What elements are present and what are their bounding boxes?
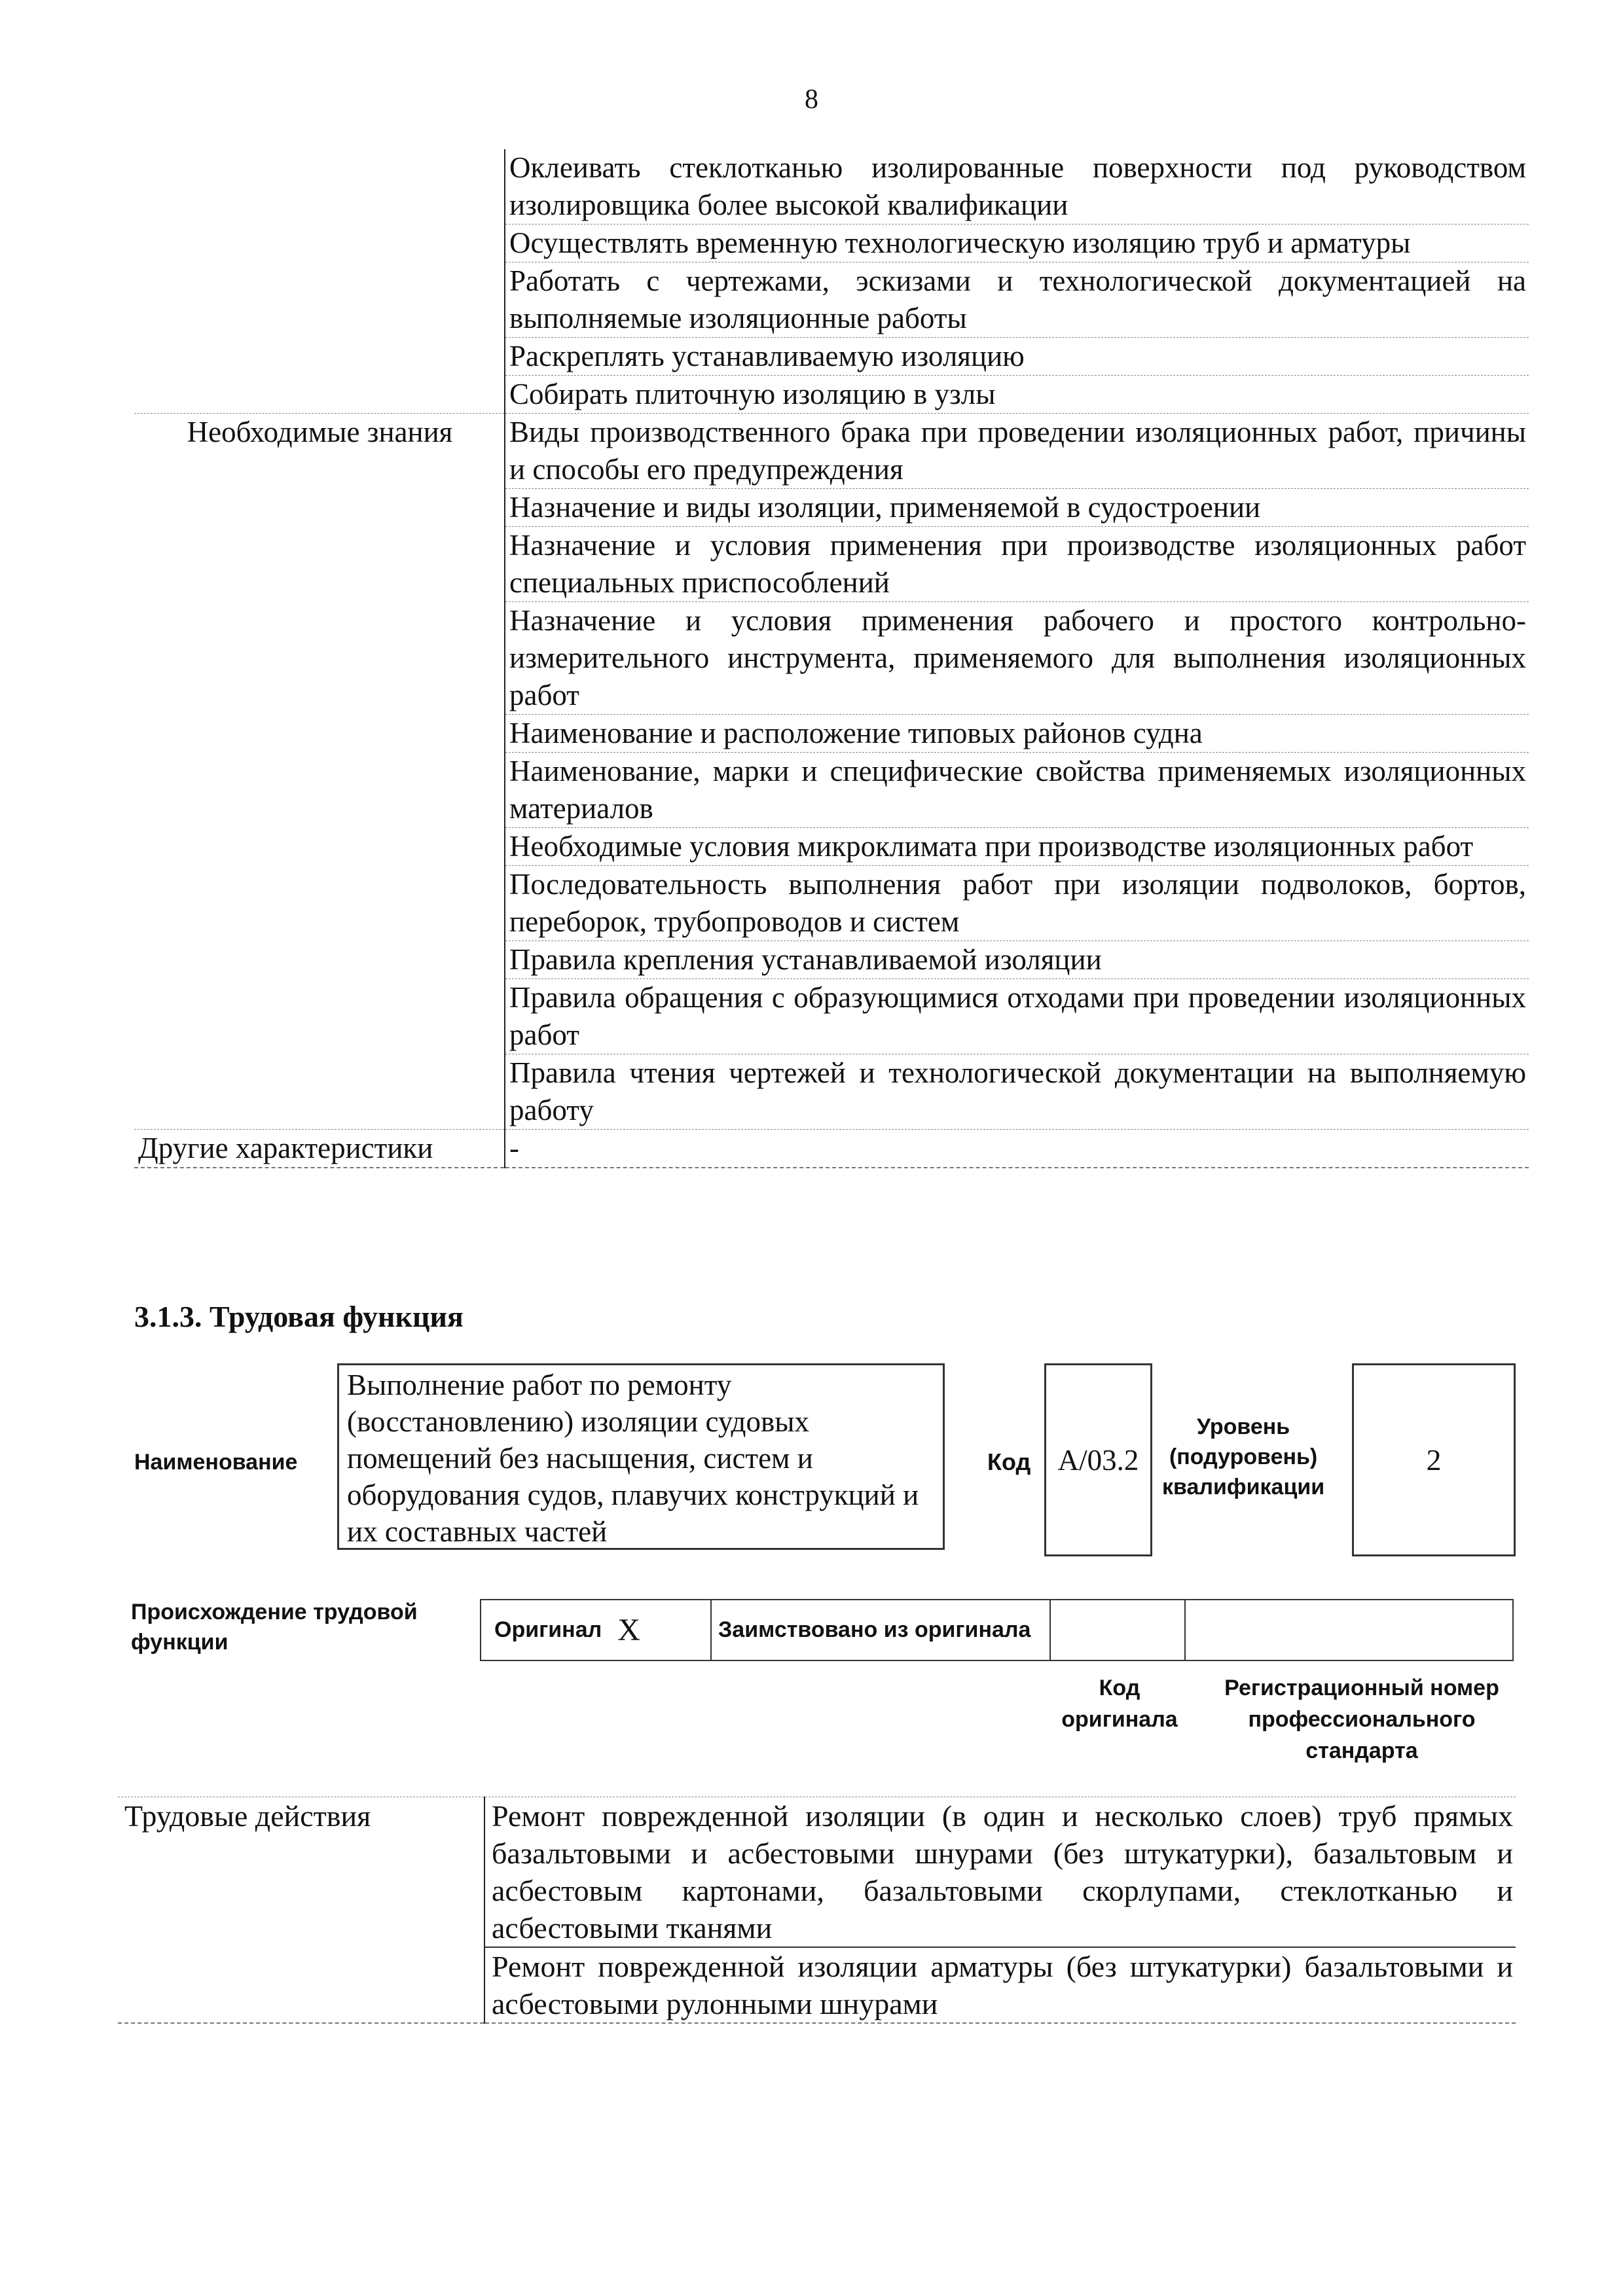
table-row	[134, 866, 1529, 941]
labour-action-item: Ремонт поврежденной изоляции арматуры (без штукатурки) базальтовыми и асбестовыми рулонными шнурами	[484, 1947, 1516, 2023]
table-row	[134, 602, 1529, 715]
knowledge-item: Назначение и виды изоляции, применяемой в судостроении	[505, 489, 1529, 527]
knowledge-item: Правила крепления устанавливаемой изоляции	[505, 941, 1529, 979]
borrowed-cell: Заимствовано из оригинала	[712, 1600, 1051, 1660]
skill-item: Оклеивать стеклотканью изолированные поверхности под руководством изолировщика более высокой квалификации	[509, 151, 1526, 221]
labour-actions-label: Трудовые действия	[118, 1797, 484, 1948]
registration-number-cell	[1186, 1600, 1512, 1660]
original-cell	[481, 1600, 712, 1660]
origin-row	[480, 1599, 1514, 1661]
skill-item: Работать с чертежами, эскизами и технологической документацией на выполняемые изоляционные работы	[505, 262, 1529, 338]
knowledge-item: Назначение и условия применения рабочего и простого контрольно-измерительного инструмента, применяемого для выполнения изоляционных работ	[505, 602, 1529, 715]
page-number: 8	[805, 84, 818, 115]
table-row	[134, 753, 1529, 828]
table-row	[134, 715, 1529, 753]
skill-item: Раскреплять устанавливаемую изоляцию	[505, 338, 1529, 376]
knowledge-item: Наименование, марки и специфические свойства применяемых изоляционных материалов	[505, 753, 1529, 828]
table-row	[134, 527, 1529, 602]
table-row	[134, 1130, 1529, 1168]
skill-item: Собирать плиточную изоляцию в узлы	[505, 376, 1529, 414]
table-row	[134, 338, 1529, 376]
table-row	[134, 979, 1529, 1054]
section-heading: 3.1.3. Трудовая функция	[134, 1300, 464, 1333]
knowledge-item: Наименование и расположение типовых районов судна	[505, 715, 1529, 753]
knowledge-item: Необходимые условия микроклимата при производстве изоляционных работ	[505, 828, 1529, 866]
knowledge-item: Виды производственного брака при проведении изоляционных работ, причины и способы его предупреждения	[505, 414, 1529, 489]
original-code-cell	[1051, 1600, 1186, 1660]
table-row	[134, 376, 1529, 414]
table-row	[134, 828, 1529, 866]
knowledge-item: Последовательность выполнения работ при изоляции подволоков, бортов, переборок, трубопроводов и систем	[505, 866, 1529, 941]
code-value-box	[1044, 1363, 1152, 1556]
level-value: 2	[1426, 1443, 1442, 1477]
table-row	[118, 1947, 1516, 2023]
level-label: Уровень (подуровень) квалификации	[1162, 1414, 1325, 1499]
table-row	[134, 414, 1529, 489]
other-characteristics-value: -	[505, 1130, 1529, 1168]
origin-label: Происхождение трудовой функции	[131, 1600, 418, 1655]
other-characteristics-label: Другие характеристики	[134, 1130, 505, 1168]
code-label: Код	[987, 1448, 1031, 1475]
skill-item: Осуществлять временную технологическую изоляцию труб и арматуры	[505, 224, 1529, 262]
function-name-box: Выполнение работ по ремонту (восстановлению) изоляции судовых помещений без насыщения, систем и оборудования судов, плавучих конструкций и их составных частей	[337, 1363, 945, 1550]
code-value: A/03.2	[1057, 1443, 1139, 1477]
table-row	[134, 489, 1529, 527]
original-mark: X	[617, 1613, 640, 1647]
labour-action-item: Ремонт поврежденной изоляции (в один и несколько слоев) труб прямых базальтовыми и асбестовыми шнурами (без штукатурки), базальтовым и асбестовым картонами, базальтовыми скорлупами, стеклотканью и асбестовыми тканями	[484, 1797, 1516, 1948]
original-code-caption: Код оригинала	[1061, 1676, 1178, 1732]
table-row	[134, 224, 1529, 262]
knowledge-item: Назначение и условия применения при производстве изоляционных работ специальных приспособлений	[505, 527, 1529, 602]
table-row	[134, 1054, 1529, 1130]
table-row	[134, 262, 1529, 338]
table-row	[134, 941, 1529, 979]
knowledge-label: Необходимые знания	[134, 414, 505, 489]
table-row	[134, 149, 1529, 224]
knowledge-item: Правила обращения с образующимися отходами при проведении изоляционных работ	[505, 979, 1529, 1054]
level-value-box	[1352, 1363, 1516, 1556]
name-label: Наименование	[134, 1450, 298, 1475]
registration-number-caption: Регистрационный номер профессионального стандарта	[1224, 1676, 1499, 1763]
table-row	[118, 1797, 1516, 1948]
original-label: Оригинал	[494, 1617, 602, 1642]
labour-actions-table	[118, 1797, 1516, 2024]
knowledge-item: Правила чтения чертежей и технологической документации на выполняемую работу	[505, 1054, 1529, 1130]
requirements-table	[134, 149, 1529, 1168]
